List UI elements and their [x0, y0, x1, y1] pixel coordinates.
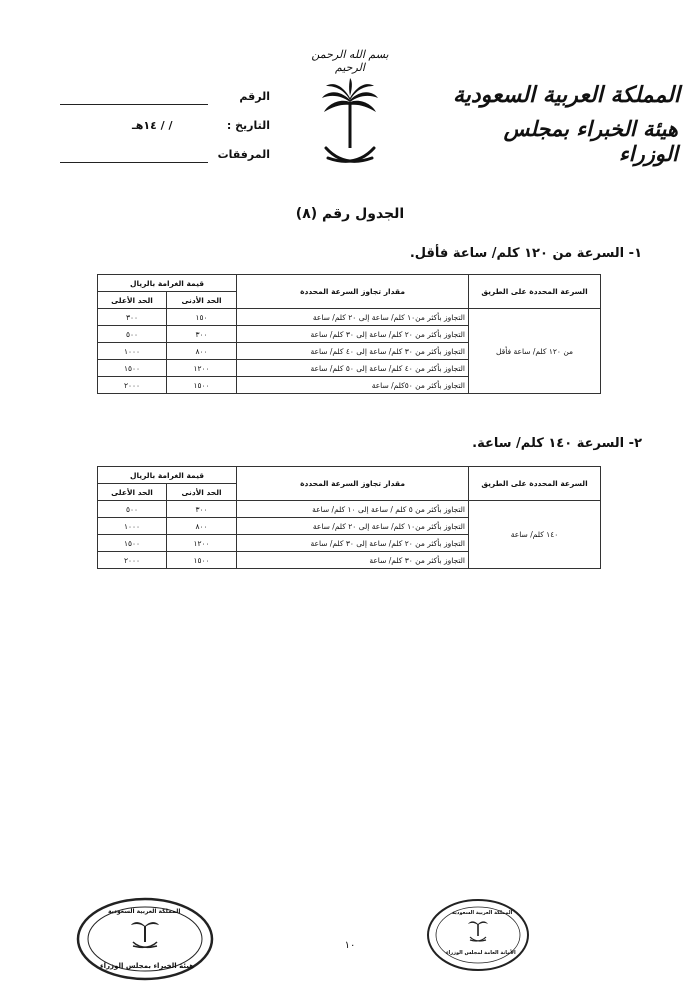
max-fine-cell: ٥٠٠	[98, 326, 167, 343]
road-speed-header: السرعة المحددة على الطريق	[469, 467, 601, 501]
excess-header: مقدار تجاوز السرعة المحددة	[237, 275, 469, 309]
min-fine-cell: ٣٠٠	[167, 326, 237, 343]
min-header: الحد الأدنى	[167, 292, 237, 309]
min-fine-cell: ١٥٠	[167, 309, 237, 326]
seal-text: الأمانة العامة لمجلس الوزراء	[446, 950, 516, 956]
max-fine-cell: ٥٠٠	[98, 501, 167, 518]
table-row	[98, 501, 601, 518]
excess-cell: التجاوز بأكثر من ٤٠ كلم/ ساعة إلى ٥٠ كلم/ ساعة	[237, 360, 469, 377]
road-speed-cell: من ١٢٠ كلم/ ساعة فأقل	[469, 309, 601, 394]
palm-and-swords-icon	[320, 78, 380, 178]
min-fine-cell: ١٥٠٠	[167, 552, 237, 569]
page-number: ١٠	[344, 940, 356, 951]
date-row	[60, 119, 270, 139]
attachments-row	[60, 148, 270, 168]
attachments-label: المرفقات	[217, 148, 270, 161]
min-fine-cell: ٣٠٠	[167, 501, 237, 518]
min-fine-cell: ١٢٠٠	[167, 535, 237, 552]
date-label: التاريخ :	[226, 119, 270, 132]
max-header: الحد الأعلى	[98, 484, 167, 501]
fine-table	[97, 466, 601, 569]
max-fine-cell: ٣٠٠	[98, 309, 167, 326]
fine-table	[97, 274, 601, 394]
excess-cell: التجاوز بأكثر من١٠ كلم/ ساعة إلى ٢٠ كلم/ ساعة	[237, 309, 469, 326]
basmala: بسم الله الرحمن الرحيم	[311, 48, 389, 74]
max-fine-cell: ٢٠٠٠	[98, 552, 167, 569]
min-fine-cell: ١٥٠٠	[167, 377, 237, 394]
excess-cell: التجاوز بأكثر من ٥ كلم / ساعة إلى ١٠ كلم/ ساعة	[237, 501, 469, 518]
excess-cell: التجاوز بأكثر من ٢٠ كلم/ ساعة إلى ٣٠ كلم/ ساعة	[237, 326, 469, 343]
section-heading: ١- السرعة من ١٢٠ كلم/ ساعة فأقل.	[409, 246, 642, 261]
road-speed-cell: ١٤٠ كلم/ ساعة	[469, 501, 601, 569]
min-fine-cell: ٨٠٠	[167, 343, 237, 360]
excess-cell: التجاوز بأكثر من ٢٠ كلم/ ساعة إلى ٣٠ كلم/ ساعة	[237, 535, 469, 552]
excess-cell: التجاوز بأكثر من ٣٠ كلم/ ساعة إلى ٤٠ كلم/ ساعة	[237, 343, 469, 360]
excess-cell: التجاوز بأكثر من ٣٠ كلم/ ساعة	[237, 552, 469, 569]
kingdom-name: المملكة العربية السعودية	[452, 82, 680, 108]
min-fine-cell: ١٢٠٠	[167, 360, 237, 377]
max-fine-cell: ١٥٠٠	[98, 535, 167, 552]
table-row	[98, 309, 601, 326]
excess-cell: التجاوز بأكثر من١٠ كلم/ ساعة إلى ٢٠ كلم/ ساعة	[237, 518, 469, 535]
seal-text: المملكة العربية السعودية	[452, 910, 513, 916]
excess-cell: التجاوز بأكثر من ٥٠كلم/ ساعة	[237, 377, 469, 394]
min-header: الحد الأدنى	[167, 484, 237, 501]
reference-row	[60, 90, 270, 110]
fine-header: قيمة الغرامة بالريال	[98, 467, 237, 484]
max-header: الحد الأعلى	[98, 292, 167, 309]
reference-label: الرقم	[239, 90, 270, 103]
section-heading: ٢- السرعة ١٤٠ كلم/ ساعة.	[472, 436, 642, 451]
road-speed-header: السرعة المحددة على الطريق	[469, 275, 601, 309]
excess-header: مقدار تجاوز السرعة المحددة	[237, 467, 469, 501]
min-fine-cell: ٨٠٠	[167, 518, 237, 535]
max-fine-cell: ٢٠٠٠	[98, 377, 167, 394]
max-fine-cell: ١٥٠٠	[98, 360, 167, 377]
date-template: / / ١٤هـ	[132, 119, 173, 132]
table-title: الجدول رقم (٨)	[295, 206, 405, 222]
seal-text: المملكة العربية السعودية	[108, 908, 181, 915]
max-fine-cell: ١٠٠٠	[98, 518, 167, 535]
reference-line	[60, 104, 208, 105]
authority-name: هيئة الخبراء بمجلس الوزراء	[503, 116, 678, 166]
attachments-line	[60, 162, 208, 163]
seal-text: هيئة الخبراء بمجلس الوزراء	[100, 962, 194, 970]
fine-header: قيمة الغرامة بالريال	[98, 275, 237, 292]
max-fine-cell: ١٠٠٠	[98, 343, 167, 360]
